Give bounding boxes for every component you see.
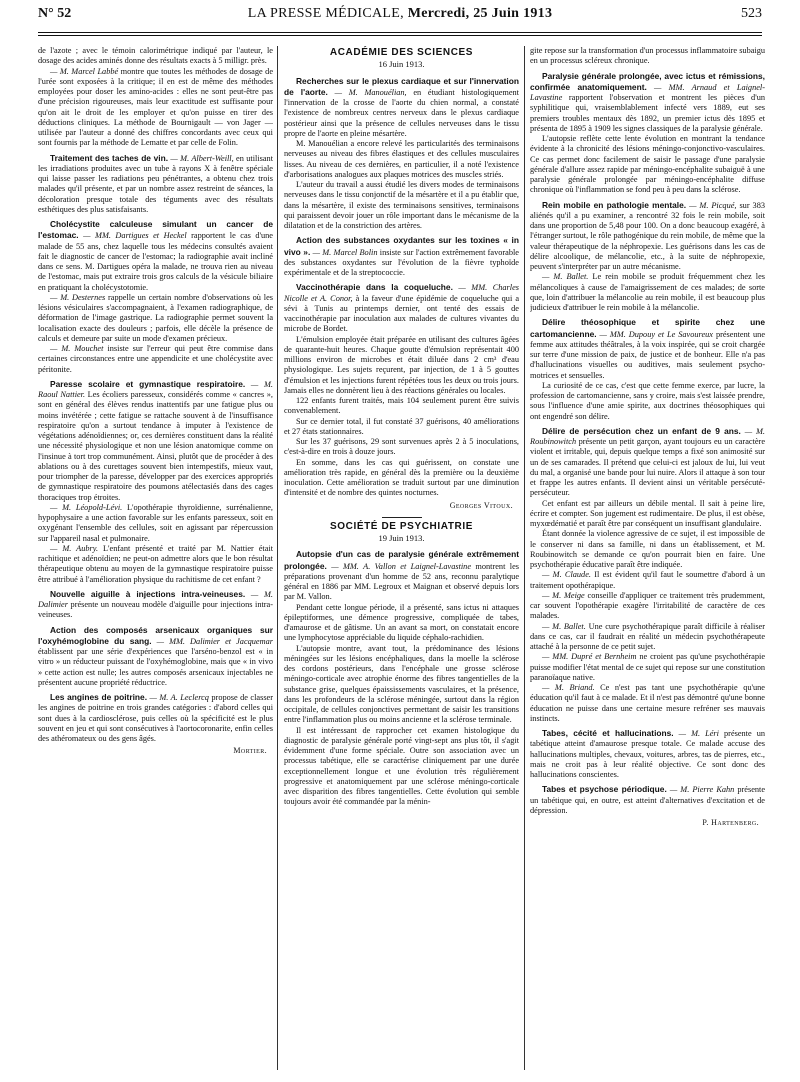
paragraph-text: rapportent l'observation et montrent les pièces d'un syphilitique qui, vraisemblablement infecté vers 1889, eut ses premiers troubles mentaux dès 1892, un premier ictus dès 1895 et présenta de 1895 à 1909 les signes classiques de la paralysie générale. xyxy=(530,93,765,133)
paragraph-text: Il est évident qu'il faut le soumettre d'abord à un traitement opothérapique. xyxy=(530,570,765,590)
entry-title: Paresse scolaire et gymnastique respiratoire. xyxy=(50,378,246,389)
signature: P. Hartenberg. xyxy=(702,818,759,827)
entry-title: Nouvelle aiguille à injections intra-veineuses. xyxy=(50,588,246,599)
entry-title: Traitement des taches de vin. xyxy=(50,152,169,163)
paragraph-text: établissent par une série d'expériences que l'arséno-benzol est « in vitro » un réducteur puissant de l'oxyhémoglobine, mais que « in vivo » cette action est nulle; les autres composés arsenicaux injectables ne présentent aucune propriété réductrice. xyxy=(38,647,273,687)
author-name: — MM. A. Vallon et Laignel-Lavastine xyxy=(326,561,472,571)
paragraph-text: montre que toutes les méthodes de dosage de l'urée sont exposées à la critique; il en est de même des méthodes employées pour doser les amino-acides : elles ne sont peut-être pas d'une précision rigoureuses, mais leur exactitude est suffisante pour qu'on ait le droit de les employer et qu'on puisse en tirer des déductions cliniques. La méthode de Bournigault — von Jager — utilisée par l'auteur a donné des chiffres concordants avec ceux qui sont fournis par la méthode de Lematte et par celle de Folin. xyxy=(38,66,273,148)
section-rule xyxy=(382,517,422,518)
paragraph xyxy=(38,293,273,344)
entry-title: Les angines de poitrine. xyxy=(50,692,148,702)
column-2 xyxy=(284,46,519,1070)
paragraph-text: rappelle un certain nombre d'observations où les lésions vésiculaires s'accompagnaient, à l'examen radiographique, de déformation de l'image gastrique. La radiographie permet souvent la localisation exacte des douleurs ; parfois, elle décèle la présence de calculs et demeure par suite un mode d'examen précieux. xyxy=(38,292,273,343)
author-name: — M. Roubinowitch xyxy=(530,426,765,446)
paragraph-text: conseille d'appliquer ce traitement très prudemment, car souvent l'opothérapie exagère l'irritabilité de caractère de ces malades. xyxy=(530,590,765,621)
paragraph-text: en utilisant les irradiations produites avec un tube à rayons X à fenêtre spéciale qui laisse passer les radiations peu pénétrantes, a obtenu chez trois malades qu'il présente, et par un nombre assez restreint de séances, la décoloration presque totale des téguments avec des résultats esthétiques des plus satisfaisants. xyxy=(38,153,273,214)
paragraph xyxy=(38,46,273,67)
column-divider xyxy=(524,46,525,1070)
author-name: — M. Claude. xyxy=(542,570,591,580)
paragraph xyxy=(530,591,765,622)
paragraph xyxy=(530,622,765,653)
section-heading: ACADÉMIE DES SCIENCES xyxy=(329,47,474,58)
entry-paragraph xyxy=(284,549,519,602)
paragraph-text: insiste sur l'erreur qui peut être commise dans certaines circonstances entre une appendicite et une cholécystite avec péritonite. xyxy=(38,344,273,374)
section-date: 16 Juin 1913. xyxy=(378,59,425,70)
entry-paragraph xyxy=(284,282,519,334)
journal-name: LA PRESSE MÉDICALE, xyxy=(247,6,404,21)
entry-title: Action des composés arsenicaux organiques sur l'oxyhémoglobine du sang. xyxy=(38,624,273,646)
author-name: — M. Léopold-Lévi. xyxy=(50,502,123,512)
author-name: — M. Meige xyxy=(542,590,585,600)
entry-title: Recherches sur le plexus cardiaque et sur l'innervation de l'aorte. xyxy=(284,75,519,97)
paragraph-text: en étudiant histologiquement l'innervation de la crosse de l'aorte du chien normal, a constaté l'existence de nombreux centres nerveux dans le plexus cardiaque postérieur ainsi que la présence de cellules nerveuses dans le tissu propre de l'aorte en pleine mésartère. xyxy=(284,87,519,138)
paragraph xyxy=(38,544,273,585)
paragraph-text: rapportent le cas d'une malade de 55 ans, chez laquelle tous les médecins consultés avaient fait le diagnostic de cancer de l'estomac; la radiographie avait incliné dans ce sens. M. Dartigues opéra la malade, ne trouva rien au niveau de l'estomac, mais put extraire trois gros calculs de la vésicule biliaire en pratiquant la cholécystotomie. xyxy=(38,231,273,292)
signature: Georges Vitoux. xyxy=(449,500,513,510)
header-rule-thin xyxy=(38,35,762,36)
paragraph-text: Une cure psychothérapique paraît difficile à réaliser dans ce cas, car il faudrait en réalité un médecin psychothérapeute attaché à la personne de ce petit sujet. xyxy=(530,621,765,651)
paragraph xyxy=(530,134,765,196)
paragraph-text: montrent les préparations provenant d'un homme de 52 ans, reconnu paralytique général en 1886 par MM. Legroux et Maignan et observé depuis lors par M. Vallon. xyxy=(284,561,519,602)
paragraph-text: propose de classer les angines de poitrine en trois grandes catégories : d'abord celles qui sont dues à la cardiosclérose, puis celles où la spécificité est le plus souvent en jeu et qui sont consécutives à l'aortocoronarite, enfin celles des athéromateux ou des gens âgés. xyxy=(38,693,273,743)
paragraph xyxy=(284,458,519,499)
paragraph-text: insiste sur l'action extrêmement favorable des substances oxydantes sur l'évolution de la fièvre typhoïde expérimentale et de la streptococcie. xyxy=(284,247,519,277)
author-name: — MM. Dartigues et Heckel xyxy=(78,231,187,241)
entry-title: Tabes, cécité et hallucinations. xyxy=(542,728,674,738)
paragraph-text: Sur les 37 guérisons, 29 sont survenues après 2 à 5 inoculations, c'est-à-dire en trois à douze jours. xyxy=(284,437,519,457)
paragraph-text: Les écoliers paresseux, considérés comme « cancres », sont en général des élèves rendus inattentifs par une fatigue plus ou moins invétérée ; cette fatigue se rattache souvent à de l'insuffisance respiratoire qu'on a surtout tendance à imputer à l'existence de végétations adénoïdiennes; or, ces dernières constituent dans la réalité une nécessité physiologique et non une lésion anatomique comme on l'insinue à tort trop communément. Ainsi, plutôt que de procéder à des ablations ou à des curettages souvent bien intempestifs, mieux vaut, pour triompher de la paresse, développer par des exercices appropriés de gymnastique respiratoire des poumons atélectasiés dans des cages thoraciques trop étroites. xyxy=(38,390,273,502)
paragraph xyxy=(284,139,519,180)
entry-title: Délire de persécution chez un enfant de 9 ans. xyxy=(542,425,741,436)
paragraph-text: Ce n'est pas tant une psychothérapie qu'une éducation qu'il faut à ce malade. Et il n'est pas démontré qu'une bonne éducation ne puisse dans une certaine mesure refréner ses mauvais instincts. xyxy=(530,683,765,723)
paragraph-text: Étant donnée la violence agressive de ce sujet, il est impossible de le conserver ni dans sa famille, ni dans un établissement, et M. Roubinowitch se demande ce qu'on pourrait bien en faire. Une psychothérapie éducative paraît être indiquée. xyxy=(530,529,765,569)
entry-title: Tabes et psychose périodique. xyxy=(542,784,667,795)
header-rule xyxy=(38,32,762,33)
entry-title: Autopsie d'un cas de paralysie générale extrêmement prolongée. xyxy=(284,549,519,571)
paragraph-text: Le rein mobile se produit fréquemment chez les mélancoliques à cause de l'amaigrissement de ces malades; de sorte que, loin d'attribuer la mélancolie au rein mobile, il est beaucoup plus judicieux d'attribuer le rein mobile à la mélancolie. xyxy=(530,272,765,312)
author-name: — M. Ballet. xyxy=(542,621,586,631)
author-name: — M. Mouchet xyxy=(50,344,104,353)
paragraph-text: Pendant cette longue période, il a présenté, sans ictus ni attaques épileptiformes, une démence progressive, compliquée de tabes, d'amaurose et de gâtisme. Un an avant sa mort, on constatait encore une lymphocytose appréciable du liquide céphalo-rachidien. xyxy=(284,602,519,643)
entry-paragraph xyxy=(38,379,273,503)
entry-paragraph xyxy=(38,625,273,689)
page-number: 523 xyxy=(741,6,762,21)
entry-title: Paralysie générale prolongée, avec ictus et rémissions, confirmée anatomiquement. xyxy=(530,70,765,92)
paragraph-text: présente un tabétique qui, en outre, est atteint d'alternatives d'excitation et de dépression. xyxy=(530,785,765,815)
author-name: — M. Manouélian, xyxy=(327,87,407,97)
section-date: 19 Juin 1913. xyxy=(378,533,425,543)
author-name: — MM. Arnaud et Laignel-Lavastine xyxy=(530,82,765,102)
entry-title: Vaccinothérapie dans la coqueluche. xyxy=(296,282,453,293)
paragraph-text: L'auteur du travail a aussi étudié les divers modes de terminaisons nerveuses dans le tissu conjonctif de la mésartère et il a pu établir que, dans la mésartère, il existe des terminaisons sensitives, terminaisons qui paraissent devoir jouer un rôle important dans le mécanisme de la dilatation et de la constriction des artères. xyxy=(284,180,519,230)
entry-paragraph xyxy=(530,426,765,499)
entry-title: Délire théosophique et spirite chez une cartomancienne. xyxy=(530,317,765,339)
entry-paragraph xyxy=(530,784,765,816)
paragraph-text: Cet enfant est par ailleurs un débile mental. Il sait à peine lire, écrire et compter. Son jugement est rudimentaire. De plus, il est obèse, myxœdématié et paraît être par conséquent un insuffisant glandulaire. xyxy=(530,498,765,528)
paragraph-text: sur 383 aliénés qu'il a pu examiner, a rencontré 32 fois le rein mobile, soit dans une proportion de 5,48 pour 100. On a donc beaucoup exagéré, à l'étranger surtout, le rôle pathogénique du rein mobile, de même que la valeur thérapeutique de la néphropexie. Les guérisons dans les cas de délire alcoolique, de mélancolie, etc., à la suite de néphropexie, peuvent s'interpréter par un autre mécanisme. xyxy=(530,200,765,271)
author-name: — M. Pierre Kahn xyxy=(666,785,735,795)
paragraph xyxy=(38,67,273,149)
paragraph-text: 122 enfants furent traités, mais 104 seulement purent être suivis convenablement. xyxy=(284,396,519,416)
author-name: — M. Raoul Nattier. xyxy=(38,379,273,399)
entry-title: Cholécystite calculeuse simulant un cancer de l'estomac. xyxy=(38,219,273,241)
author-name: — MM. Dalimier et Jacquemar xyxy=(151,636,273,646)
entry-paragraph xyxy=(284,235,519,278)
author-name: — M. Dalimier xyxy=(38,589,273,609)
paragraph xyxy=(284,726,519,808)
paragraph-text: L'émulsion employée était préparée en utilisant des cultures âgées de quarante-huit heures. Chaque goutte d'émulsion représentait 400 millions environ de microbes et était diluée dans 2 cm³ d'eau physiologique. Les sujets reçurent, par injection, de 1 à 5 gouttes d'émulsion et les injections furent répétées tous les deux ou trois jours. Jamais elles ne donnèrent lieu à des réactions générales ou locales. xyxy=(284,334,519,395)
author-name: — MM. Charles Nicolle et A. Conor, xyxy=(284,283,519,303)
entry-paragraph xyxy=(530,71,765,135)
paragraph-text: L'opothérapie thyroïdienne, surrénalienne, hypophysaire a une action favorable sur les enfants paresseux, soit en oxygénant l'ensemble des cellules, soit en agissant par répercussion sur l'appareil nasal et pulmonaire. xyxy=(38,502,273,543)
entry-title: Action des substances oxydantes sur les toxines « in vivo ». xyxy=(284,235,519,257)
entry-paragraph xyxy=(38,692,273,744)
paragraph-text: En somme, dans les cas qui guérissent, on constate une amélioration très rapide, en général dès la première ou la deuxième inoculation. Cette amélioration se traduit surtout par une diminution d'intensité et de nombre des quintes nocturnes. xyxy=(284,457,519,498)
paragraph-text: ne croient pas qu'une psychothérapie puisse modifier l'état mental de ce sujet qui repose sur une constitution paranoïaque native. xyxy=(530,652,765,682)
paragraph-text: à la faveur d'une épidémie de coqueluche qui a sévi à Tunis au printemps dernier, ont tenté des essais de vaccinothérapie par inoculation aux malades de cultures vivantes du microbe de Bordet. xyxy=(284,293,519,334)
paragraph-text: M. Manouélian a encore relevé les particularités des terminaisons nerveuses au niveau des fibres élastiques et des cellules musculaires lisses. Au niveau de ces dernières, en particulier, il a noté l'existence d'arborisations analogues aux plaques motrices des muscles striés. xyxy=(284,139,519,179)
column-1 xyxy=(38,46,273,1070)
author-name: — M. Desternes xyxy=(50,292,106,302)
paragraph xyxy=(530,529,765,570)
paragraph-text: présentent une femme aux attitudes théâtrales, à la voix inspirée, qui se croit chargée sur terre d'une mission de paix, de justice et de bonheur. Elle n'a pas d'hallucinations visuelles ou auditives, mais seulement psycho-motrices et sensuelles. xyxy=(530,329,765,380)
paragraph-text: L'enfant présenté et traité par M. Nattier était rachitique et adénoïdien; ne peut-on admettre alors que le bon résultat thérapeutique obtenu au moyen de la gymnastique respiratoire puisse être attribué à l'amélioration physique du rachitisme de cet enfant ? xyxy=(38,543,273,584)
entry-paragraph xyxy=(38,589,273,621)
entry-title: Rein mobile en pathologie mentale. xyxy=(542,199,687,210)
author-name: — M. Picqué, xyxy=(686,200,737,210)
paragraph xyxy=(530,272,765,313)
paragraph xyxy=(530,46,765,67)
author-name: — M. Léri xyxy=(673,729,719,738)
author-name: — MM. Dupouy et Le Savoureux xyxy=(596,329,713,339)
author-name: — M. Aubry. xyxy=(50,543,99,553)
entry-paragraph xyxy=(38,153,273,216)
paragraph xyxy=(284,396,519,417)
author-name: — MM. Dupré et Bernheim xyxy=(542,652,637,662)
paragraph-text: L'autopsie montre, avant tout, la prédominance des lésions méningées sur les lésions encéphaliques, dans la moelle la sclérose des cordons postérieurs, dans l'encéphale une grosse sclérose méningo-corticale avec atrophie énorme des fibres tangentielles de la substance grise, quelques épaississements vasculaires, et la présence, dans les profondeurs de la sclérose méningée, surtout dans la région occipitale, de cellules conjonctives permettant de saisir les transitions entre l'inflammation plus ou moins ancienne et la sclérose terminale. xyxy=(284,643,519,725)
entry-paragraph xyxy=(530,317,765,381)
author-name: — M. Marcel Labbé xyxy=(50,66,119,76)
column-divider xyxy=(277,46,278,1070)
paragraph-text: Sur ce dernier total, il fut constaté 37 guérisons, 40 améliorations et 27 états stationnaires. xyxy=(284,416,519,436)
paragraph xyxy=(530,381,765,422)
paragraph-text: Il est intéressant de rapprocher cet examen histologique du diagnostic de paralysie générale porté vingt-sept ans plus tôt, il s'agit évidemment d'une forme spéciale. Outre son association avec un processus tabétique, elle se caractérise cliniquement par une durée exceptionnellement longue et une évolution très régulièrement progressive et anatomiquement par une sclérose méningo-corticale avec disparition des fibres tangentielles. Cette évolution qui semble toujours avoir été commandée par la ménin- xyxy=(284,725,519,807)
paragraph-text: L'autopsie reflète cette lente évolution en montrant la tendance évidente à la chronicité des lésions méningo-conjonctivo-vasculaires. Ce cas permet donc facilement de saisir le passage d'une paralysie générale d'allure assez rapide par méningo-encéphalite subaiguë à une paralysie générale prolongée par méningo-encéphalite diffuse chronique où l'inflammation se fond peu à peu dans la sclérose. xyxy=(530,134,765,195)
author-name: — M. A. Leclercq xyxy=(147,693,209,702)
paragraph xyxy=(38,344,273,375)
paragraph-text: de l'azote ; avec le témoin calorimétrique indiqué par l'auteur, le dosage des acides aminés donne des résultats exacts à 5 milligr. près. xyxy=(38,46,273,66)
column-3 xyxy=(530,46,765,1070)
entry-paragraph xyxy=(284,76,519,140)
section-heading: SOCIÉTÉ DE PSYCHIATRIE xyxy=(329,520,474,532)
paragraph xyxy=(284,180,519,231)
paragraph xyxy=(530,499,765,530)
paragraph xyxy=(284,603,519,644)
paragraph xyxy=(284,437,519,458)
paragraph-text: présente un tabétique atteint d'amaurose presque totale. Ce malade accuse des hallucinations multiples, chevaux, voitures, arbres, tas de pierres, etc., mais ne croit pas à leur réalité objective. Ce sont donc des hallucinations conscientes. xyxy=(530,729,765,779)
journal-title xyxy=(38,6,762,22)
paragraph xyxy=(530,652,765,683)
entry-paragraph xyxy=(530,200,765,273)
paragraph xyxy=(284,335,519,397)
paragraph-text: La curiosité de ce cas, c'est que cette femme exerce, par lucre, la profession de cartomancienne, sans y croire, mais s'est laissée prendre, sous l'influence d'une amie spirite, aux doctrines théosophiques qui ont engendré son délire. xyxy=(530,380,765,421)
author-name: — M. Ballet. xyxy=(542,272,589,282)
paragraph-text: présente un petit garçon, ayant toujours eu un caractère violent et irritable, qui, depuis quelque temps a fixé son animosité sur un de ses camarades. Il prétend que celui-ci est jaloux de lui, lui veut du mal, a organisé une bande pour lui nuire. Alors il attaque à son tour et frappe les autres enfants. Il devient ainsi un véritable persécuté-persécuteur. xyxy=(530,437,765,498)
paragraph-text: présente un nouveau modèle d'aiguille pour injections intra-veineuses. xyxy=(38,600,273,620)
signature: Mortier. xyxy=(233,746,267,756)
entry-paragraph xyxy=(38,219,273,293)
paragraph xyxy=(530,570,765,591)
author-name: — M. Marcel Bolin xyxy=(310,247,378,257)
entry-paragraph xyxy=(530,728,765,780)
issue-number: N° 52 xyxy=(38,6,72,21)
paragraph xyxy=(38,503,273,544)
paragraph xyxy=(284,644,519,726)
author-name: — M. Albert-Weill, xyxy=(168,153,234,163)
paragraph xyxy=(284,417,519,438)
page-header xyxy=(38,6,762,32)
paragraph xyxy=(530,683,765,724)
issue-date: Mercredi, 25 Juin 1913 xyxy=(407,6,553,21)
paragraph-text: gite repose sur la transformation d'un processus inflammatoire subaigu en un processus scléreux chronique. xyxy=(530,46,765,66)
author-name: — M. Briand. xyxy=(542,683,595,692)
